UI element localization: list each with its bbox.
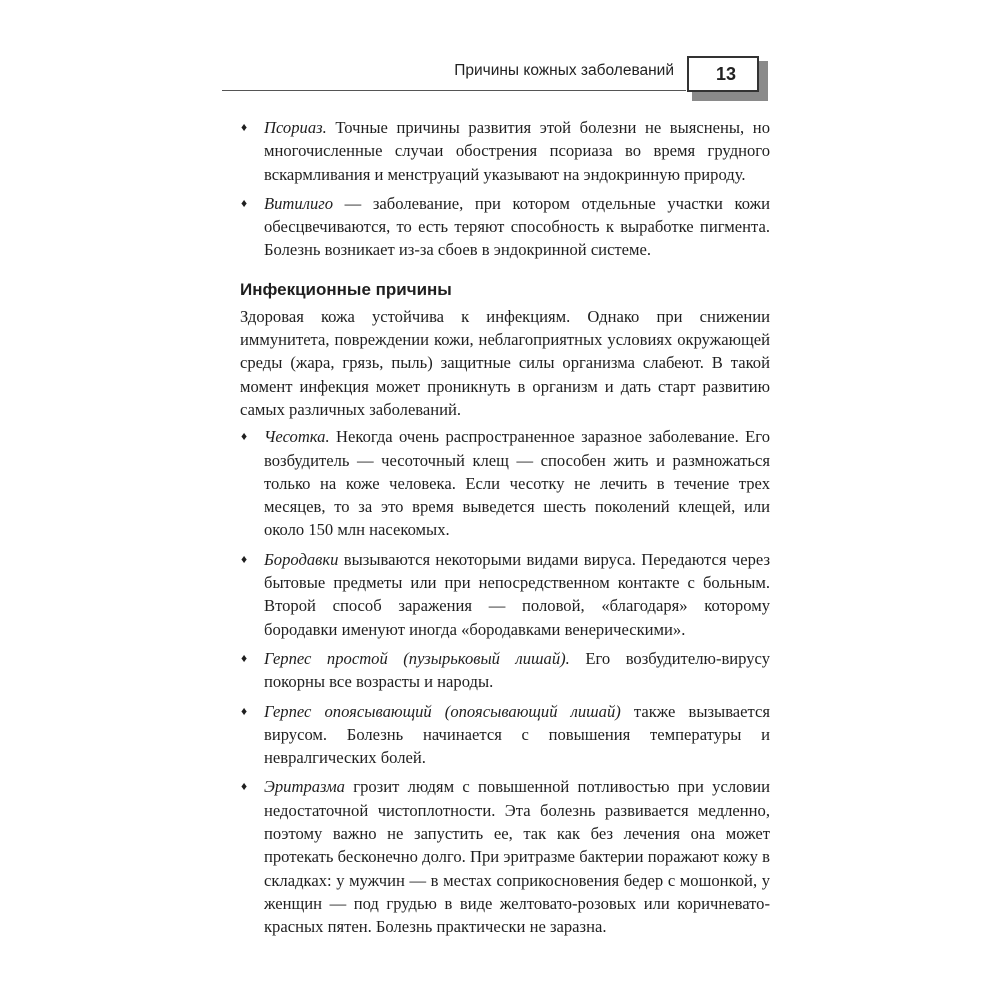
list-item-scabies	[240, 425, 770, 541]
list-item-term: Витилиго	[264, 193, 334, 213]
list-item-text: также вызывается вирусом. Болезнь начинается с повышения температуры и невралгических болей.	[264, 701, 770, 768]
page-number: 13	[715, 63, 737, 84]
diamond-bullet-icon: ♦	[241, 703, 248, 718]
section-heading: Инфекционные причины	[240, 279, 452, 299]
diamond-bullet-icon: ♦	[241, 551, 248, 566]
list-item-term: Чесотка.	[264, 427, 330, 447]
list-item-warts	[240, 548, 770, 641]
list-item-psoriasis	[240, 116, 770, 186]
diamond-bullet-icon: ♦	[241, 429, 248, 444]
list-item-term: Эритразма	[264, 777, 345, 797]
diamond-bullet-icon: ♦	[241, 650, 248, 665]
list-item-herpes-zoster	[240, 700, 770, 770]
list-item-text: Некогда очень распространенное заразное заболевание. Его возбудитель — чесоточный клещ — способен жить и размножаться только на коже человека. Если чесотку не лечить в течение трех месяцев, то за это время выведется шесть поколений клещей, или около 150 млн насекомых.	[264, 427, 770, 540]
list-item-term: Герпес простой (пузырьковый лишай).	[264, 648, 570, 668]
list-item-term: Герпес опоясывающий (опоясывающий лишай)	[264, 701, 621, 721]
list-item-vitiligo	[240, 192, 770, 262]
header-rule	[222, 90, 686, 91]
page-content	[240, 116, 770, 945]
diamond-bullet-icon: ♦	[241, 120, 248, 134]
list-item-term: Бородавки	[264, 549, 339, 569]
list-item-text: вызываются некоторыми видами вируса. Передаются через бытовые предметы или при непосредственном контакте с больным. Второй способ заражения — половой, «благодаря» которому бородавки именуют иногда «бородавками венерическими».	[264, 549, 770, 639]
list-item-text: — заболевание, при котором отдельные участки кожи обесцвечиваются, то есть теряют способность к выработке пигмента. Болезнь возникает из-за сбоев в эндокринной системе.	[264, 193, 770, 260]
diamond-bullet-icon: ♦	[241, 195, 248, 210]
list-item-erythrasma	[240, 775, 770, 938]
list-item-text: Его возбудителю-вирусу покорны все возрасты и народы.	[264, 648, 770, 692]
list-item-text: Точные причины развития этой болезни не выяснены, но многочисленные случаи обострения псориаза во время грудного вскармливания и менструаций указывают на эндокринную природу.	[264, 118, 770, 184]
page-number-box	[687, 56, 759, 92]
list-item-term: Псориаз.	[264, 118, 327, 137]
list-item-herpes-simplex	[240, 647, 770, 694]
list-item-text: грозит людям с повышенной потливостью при условии недостаточной чистоплотности. Эта болезнь развивается медленно, поэтому важно не запустить ее, так как без лечения она может протекать бесконечно долго. При эритразме бактерии поражают кожу в складках: у мужчин — в местах соприкосновения бедер с мошонкой, у женщин — под грудью в виде желтовато-розовых или коричневато-красных пятен. Болезнь практически не заразна.	[264, 777, 770, 937]
running-header-title: Причины кожных заболеваний	[454, 62, 674, 79]
section-intro-paragraph: Здоровая кожа устойчива к инфекциям. Однако при снижении иммунитета, повреждении кожи, неблагоприятных условиях окружающей среды (жара, грязь, пыль) защитные силы организма слабеют. В такой момент инфекция может проникнуть в организм и дать старт развитию самых различных заболеваний.	[240, 306, 770, 419]
diamond-bullet-icon: ♦	[241, 779, 248, 794]
